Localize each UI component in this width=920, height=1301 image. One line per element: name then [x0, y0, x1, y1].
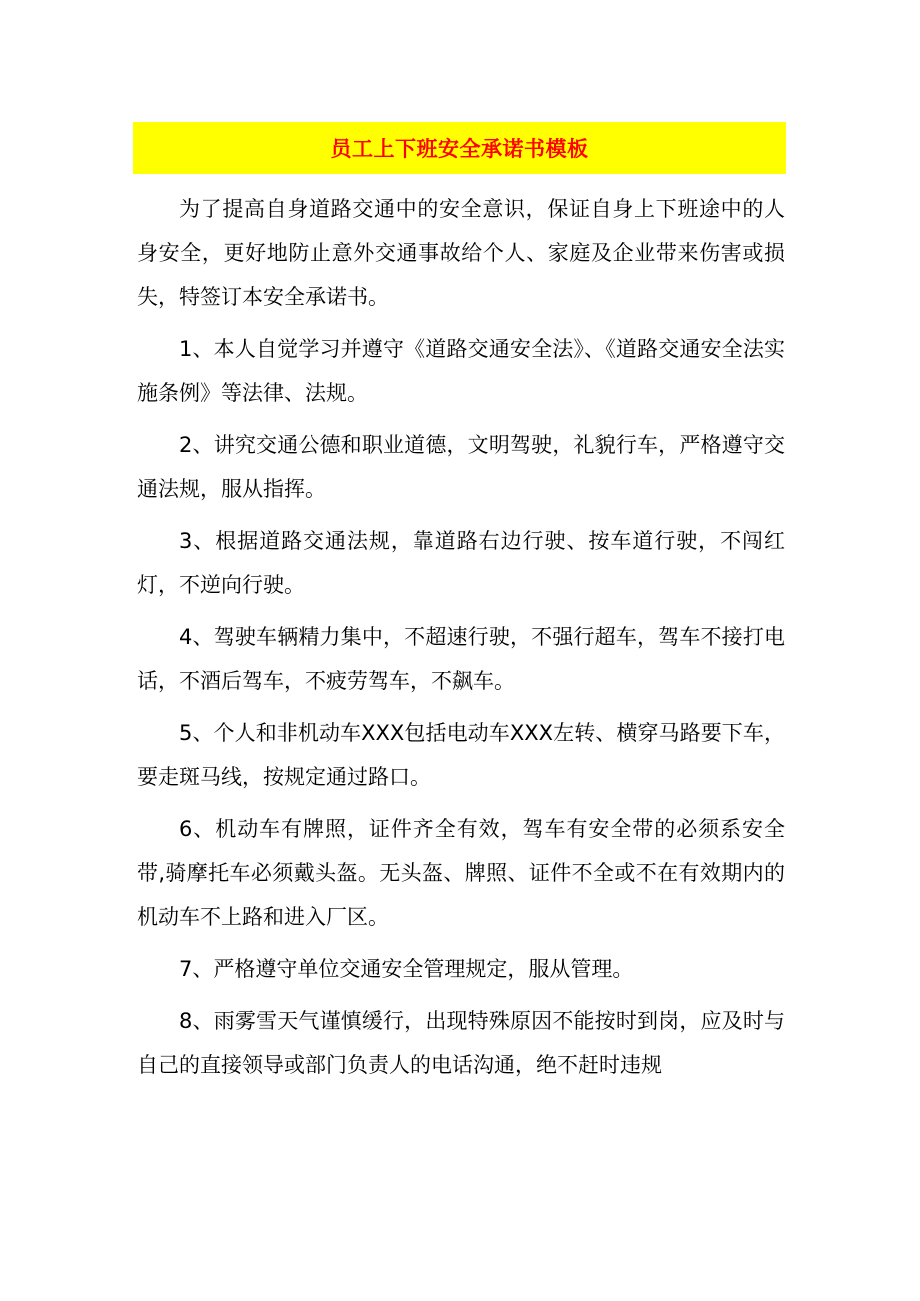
- clause-2: 2、讲究交通公德和职业道德，文明驾驶，礼貌行车，严格遵守交通法规，服从指挥。: [137, 433, 785, 501]
- clause-4: 4、驾驶车辆精力集中，不超速行驶，不强行超车，驾车不接打电话，不酒后驾车，不疲劳驾车，不飙车。: [137, 625, 785, 693]
- document-body: [137, 187, 785, 1095]
- document-title: 员工上下班安全承诺书模板: [330, 137, 589, 161]
- clause-6: 6、机动车有牌照，证件齐全有效，驾车有安全带的必须系安全带,骑摩托车必须戴头盔。无头盔、牌照、证件不全或不在有效期内的机动车不上路和进入厂区。: [137, 817, 785, 929]
- clause-1: 1、本人自觉学习并遵守《道路交通安全法》、《道路交通安全法实施条例》等法律、法规。: [137, 337, 785, 405]
- clause-7: 7、严格遵守单位交通安全管理规定，服从管理。: [179, 957, 634, 981]
- clause-8: 8、雨雾雪天气谨慎缓行，出现特殊原因不能按时到岗，应及时与自己的直接领导或部门负责人的电话沟通，绝不赶时违规: [137, 1009, 785, 1077]
- intro-paragraph: 为了提高自身道路交通中的安全意识，保证自身上下班途中的人身安全，更好地防止意外交通事故给个人、家庭及企业带来伤害或损失，特签订本安全承诺书。: [137, 197, 785, 309]
- clause-3: 3、根据道路交通法规，靠道路右边行驶、按车道行驶，不闯红灯，不逆向行驶。: [137, 529, 785, 597]
- clause-5: 5、个人和非机动车XXX包括电动车XXX左转、横穿马路要下车，要走斑马线，按规定通过路口。: [137, 721, 785, 789]
- title-band: [133, 122, 786, 174]
